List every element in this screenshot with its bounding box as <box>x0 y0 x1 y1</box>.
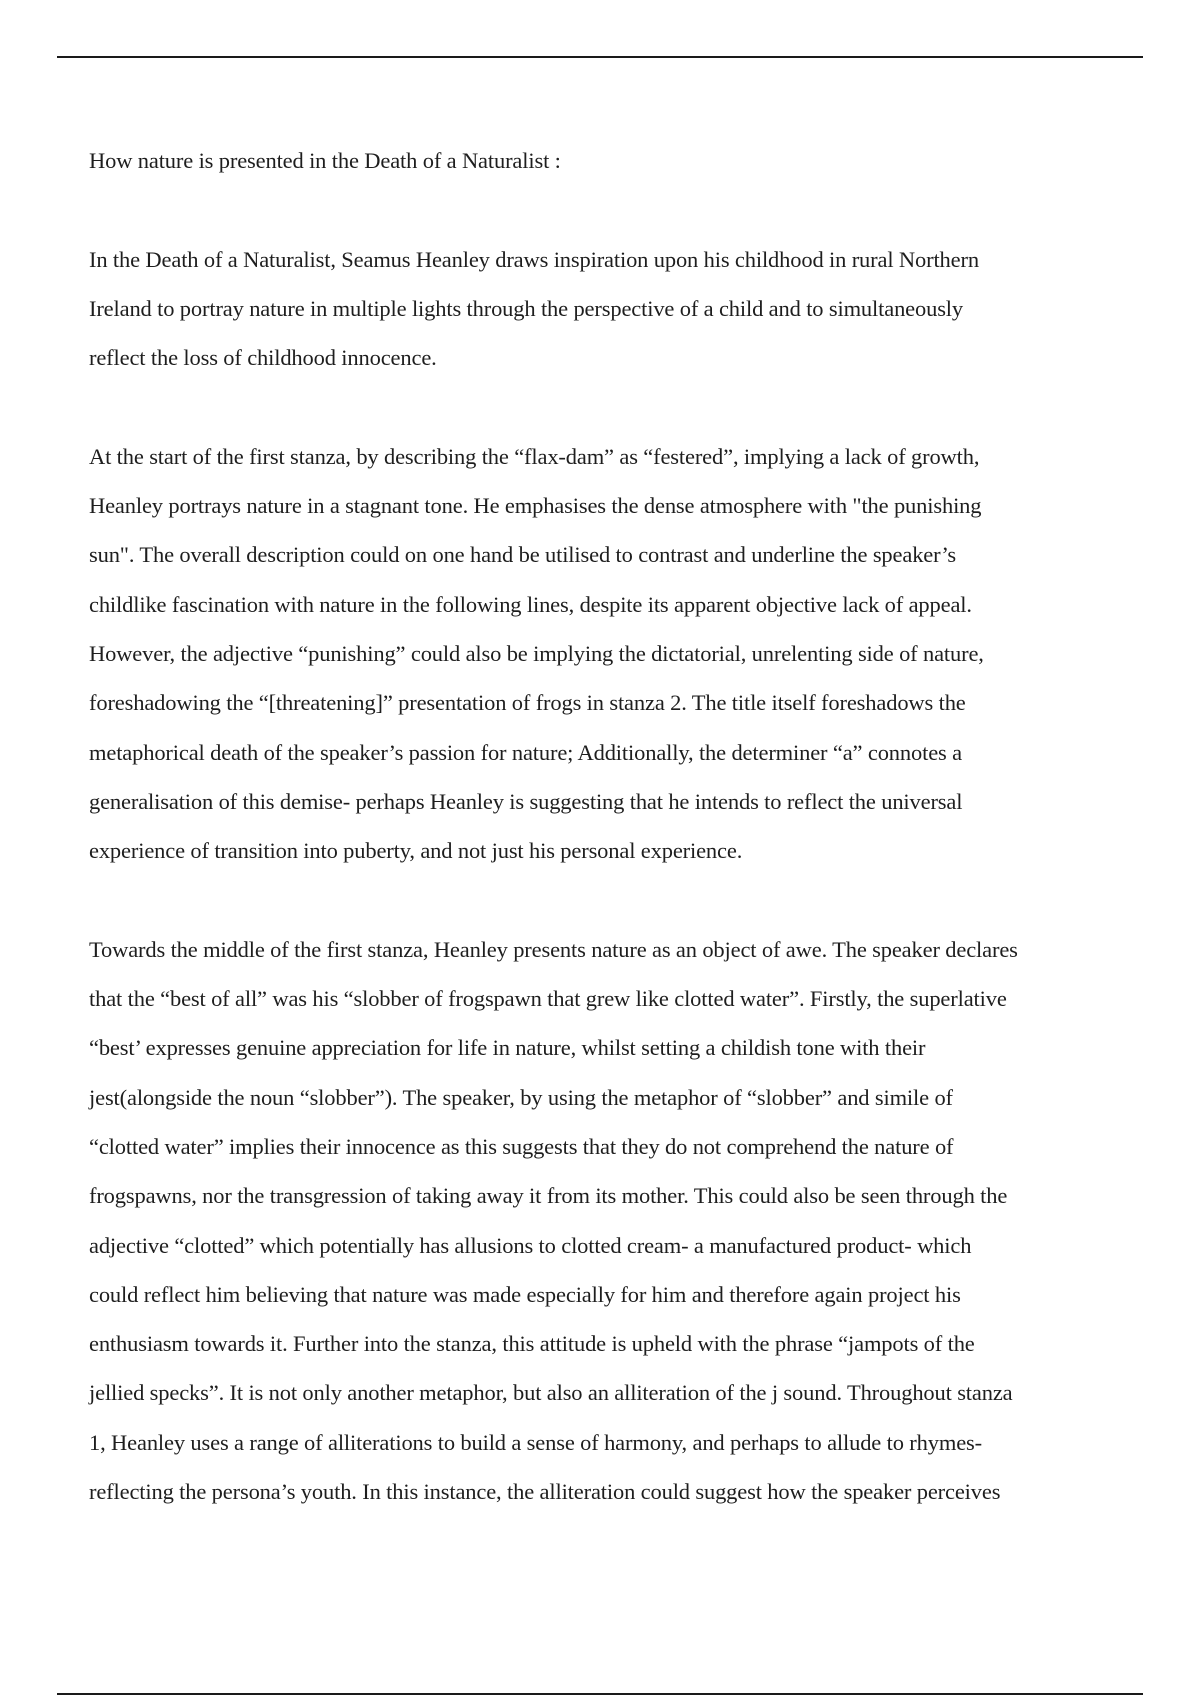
text-line: adjective “clotted” which potentially has allusions to clotted cream- a manufactured product- which <box>89 1232 972 1258</box>
text-line: metaphorical death of the speaker’s passion for nature; Additionally, the determiner “a” connotes a <box>89 739 962 765</box>
text-line: that the “best of all” was his “slobber of frogspawn that grew like clotted water”. Firstly, the superlative <box>89 986 1007 1012</box>
text-line: Ireland to portray nature in multiple lights through the perspective of a child and to simultaneously <box>89 295 964 321</box>
text-line: At the start of the first stanza, by describing the “flax-dam” as “festered”, implying a lack of growth, <box>89 443 980 469</box>
paragraph-intro <box>89 235 1129 383</box>
text-line: foreshadowing the “[threatening]” presentation of frogs in stanza 2. The title itself foreshadows the <box>89 690 966 716</box>
paragraph-gap <box>89 185 1129 234</box>
paragraph-gap <box>89 875 1129 924</box>
text-line: Heanley portrays nature in a stagnant tone. He emphasises the dense atmosphere with "the punishing <box>89 493 982 519</box>
text-line: reflect the loss of childhood innocence. <box>89 345 437 371</box>
text-line: “best’ expresses genuine appreciation for life in nature, whilst setting a childish tone with their <box>89 1035 926 1061</box>
text-line: experience of transition into puberty, and not just his personal experience. <box>89 838 743 864</box>
text-line: 1, Heanley uses a range of alliterations to build a sense of harmony, and perhaps to allude to rhymes- <box>89 1429 982 1455</box>
paragraph-stanza-middle <box>89 925 1129 1517</box>
bottom-rule <box>57 1693 1143 1695</box>
text-line: could reflect him believing that nature was made especially for him and therefore again project his <box>89 1281 961 1307</box>
paragraph-stanza-start <box>89 432 1129 876</box>
document-title: How nature is presented in the Death of a Naturalist : <box>89 148 561 173</box>
text-line: In the Death of a Naturalist, Seamus Heanley draws inspiration upon his childhood in rural Northern <box>89 246 979 272</box>
text-line: childlike fascination with nature in the following lines, despite its apparent objective lack of appeal. <box>89 591 972 617</box>
text-line: “clotted water” implies their innocence as this suggests that they do not comprehend the nature of <box>89 1133 954 1159</box>
text-line: enthusiasm towards it. Further into the stanza, this attitude is upheld with the phrase “jampots of the <box>89 1331 975 1357</box>
text-line: reflecting the persona’s youth. In this instance, the alliteration could suggest how the speaker perceives <box>89 1479 1001 1505</box>
top-rule <box>57 56 1143 58</box>
text-line: jellied specks”. It is not only another metaphor, but also an alliteration of the j sound. Throughout stanza <box>89 1380 1013 1406</box>
text-line: generalisation of this demise- perhaps Heanley is suggesting that he intends to reflect the universal <box>89 788 963 814</box>
text-line: frogspawns, nor the transgression of taking away it from its mother. This could also be seen through the <box>89 1183 1008 1209</box>
text-line: However, the adjective “punishing” could also be implying the dictatorial, unrelenting side of nature, <box>89 640 984 666</box>
text-line: jest(alongside the noun “slobber”). The speaker, by using the metaphor of “slobber” and simile of <box>89 1084 953 1110</box>
document-body <box>89 136 1129 1516</box>
paragraph-gap <box>89 382 1129 431</box>
text-line: Towards the middle of the first stanza, Heanley presents nature as an object of awe. The speaker declares <box>89 936 1018 962</box>
text-line: sun". The overall description could on one hand be utilised to contrast and underline the speaker’s <box>89 542 957 568</box>
